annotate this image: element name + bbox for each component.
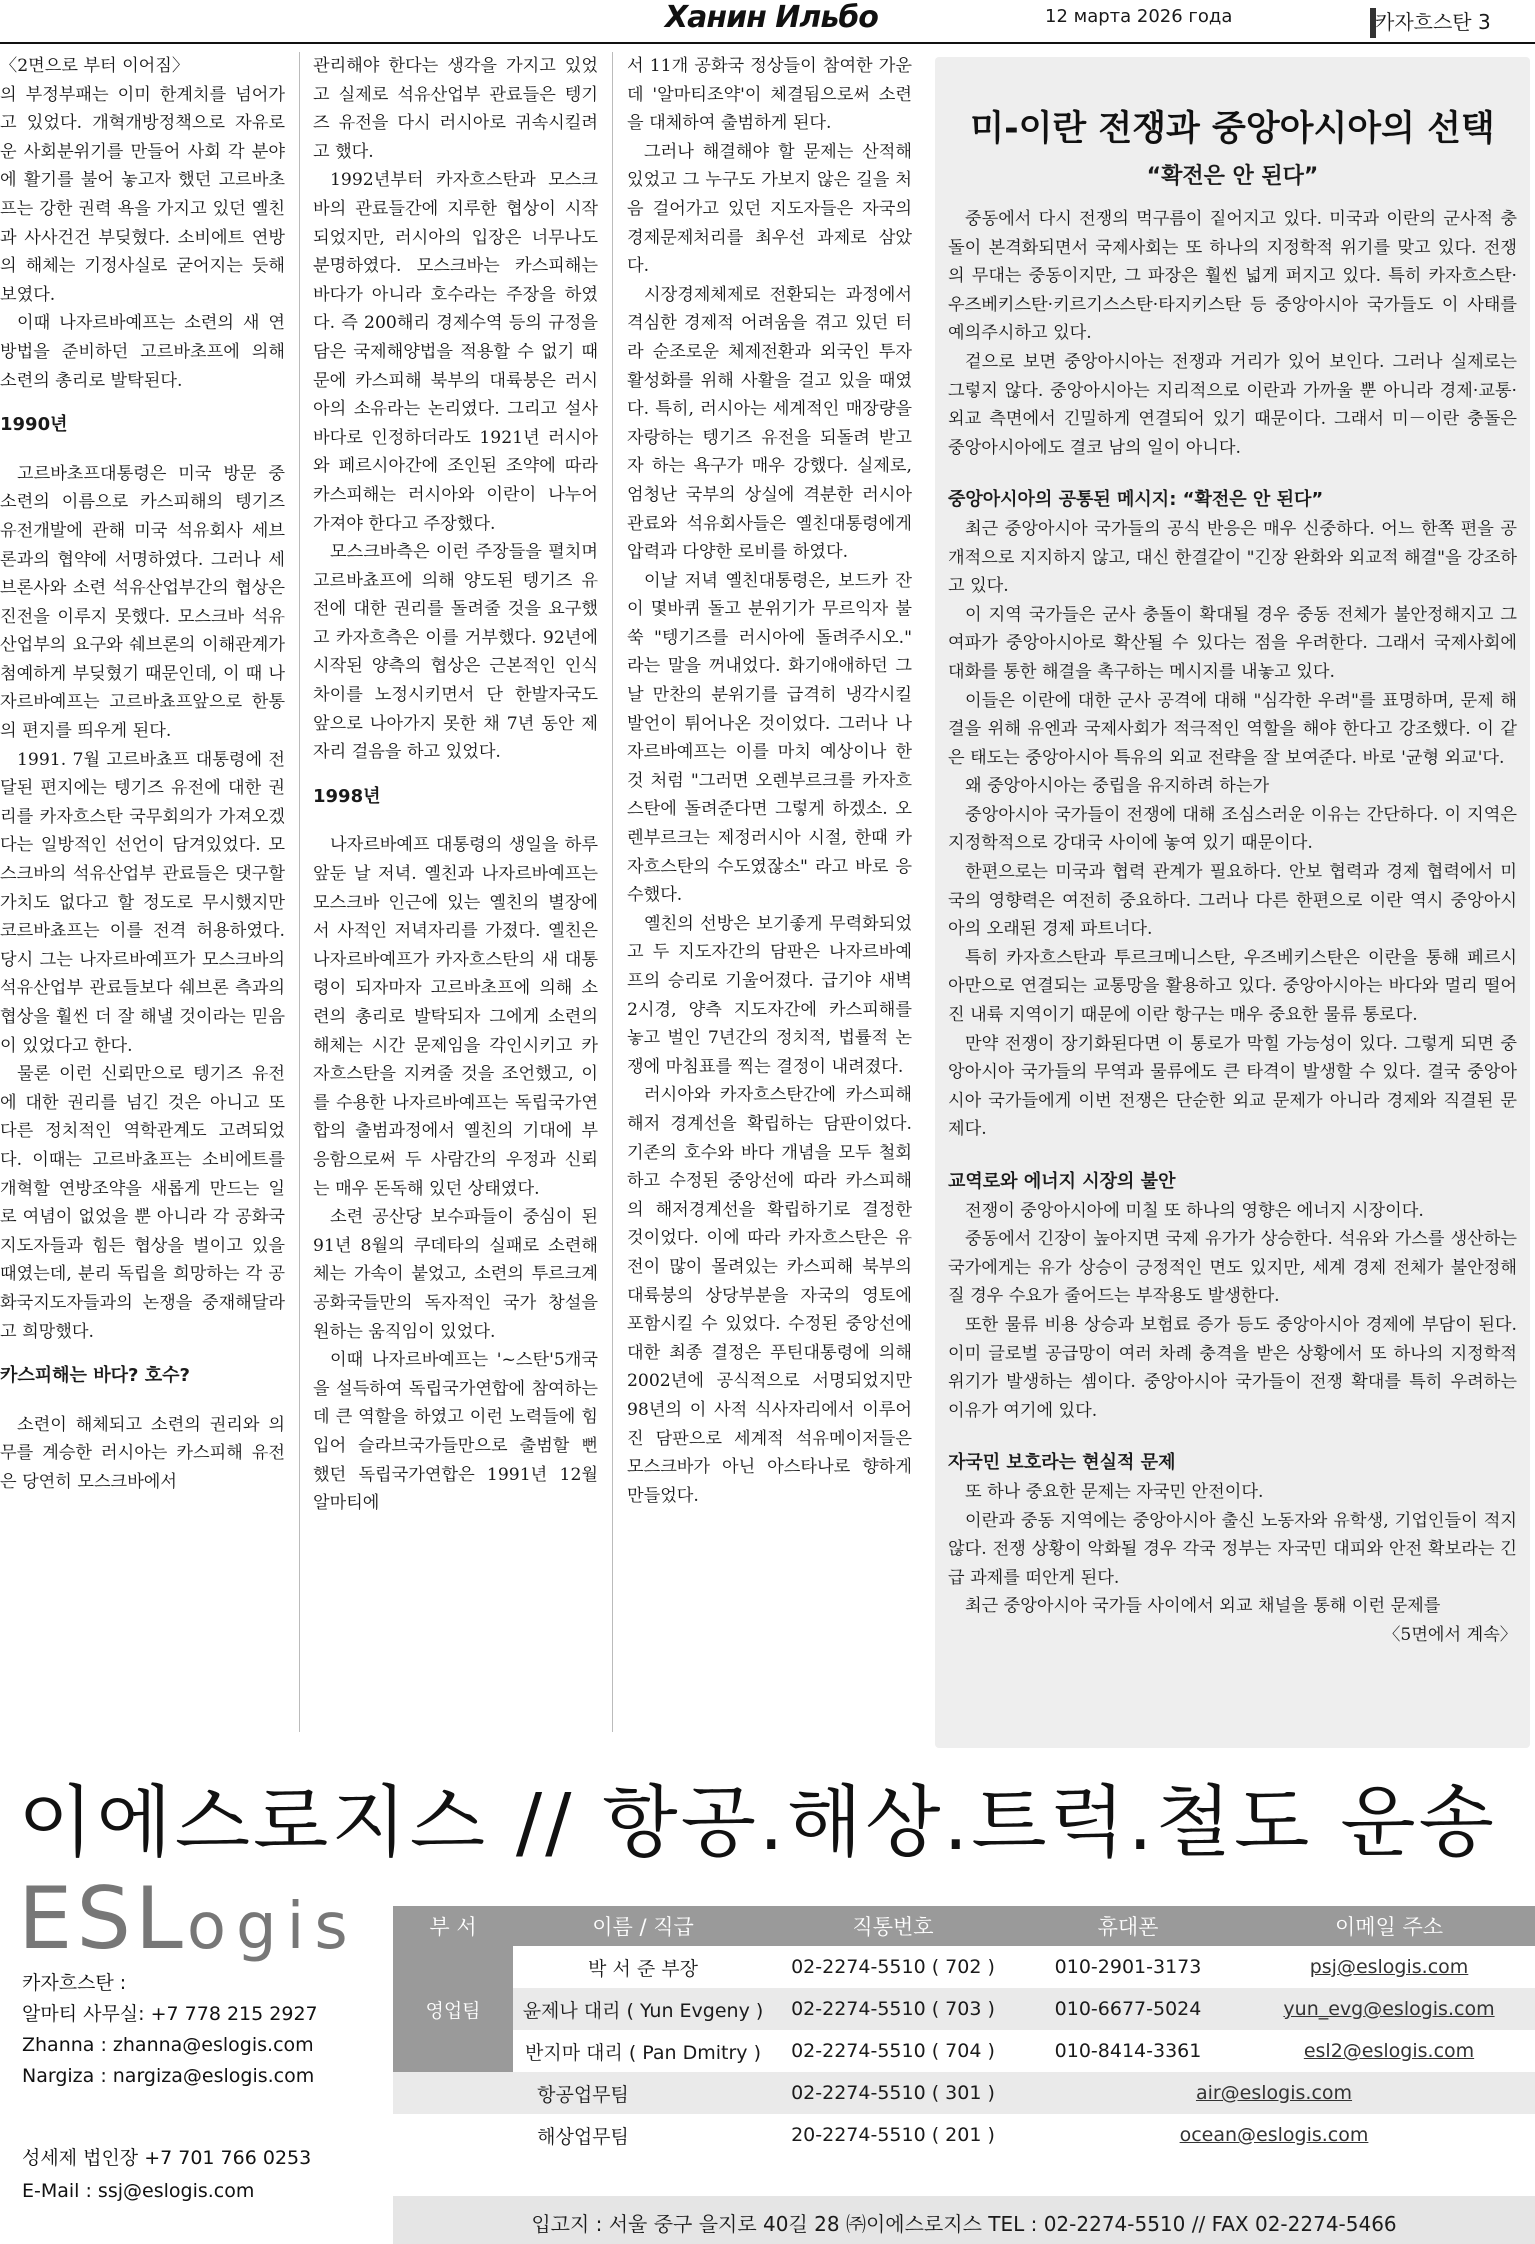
column-header: 부 서 bbox=[393, 1906, 513, 1946]
paragraph: 이날 저녁 옐친대통령은, 보드카 잔이 몇바퀴 돌고 분위기가 무르익자 불쑥 "텡기즈를 러시아에 돌려주시오." 라는 말을 꺼내었다. 화기애애하던 그날 만찬의 분위기를 급격히 냉각시킬 발언이 튀어나온 것이었다. 그러나 나자르바예프는 이를 마치 예상이나 한 것 처럼 "그러면 오렌부르크를 카자흐스탄에 돌려준다면 그렇게 하겠소. 오렌부르크는 제정러시아 시절, 한때 카자흐스탄의 수도였잖소" 라고 바로 응수했다. bbox=[627, 570, 912, 906]
staff-table bbox=[393, 1906, 1535, 2156]
ad-headline: 이에스로지스 // 항공.해상.트럭.철도 운송 bbox=[18, 1778, 1497, 1868]
table-row bbox=[393, 2030, 1535, 2072]
logo-text: ESL bbox=[18, 1869, 187, 1969]
paragraph: 이들은 이란에 대한 군사 공격에 대해 "심각한 우려"를 표명하며, 문제 해결을 위해 유엔과 국제사회가 적극적인 역할을 해야 한다고 강조했다. 이 같은 태도는 중앙아시아 특유의 외교 전략을 잘 보여준다. 바로 '균형 외교'다. bbox=[948, 690, 1517, 768]
team-phone: 20-2274-5510 ( 201 ) bbox=[791, 2124, 995, 2146]
continued-from-note: 〈2면으로 부터 이어짐〉 bbox=[0, 56, 190, 76]
section-heading-1998: 1998년 bbox=[313, 785, 381, 807]
paragraph: 최근 중앙아시아 국가들 사이에서 외교 채널을 통해 이런 문제를 bbox=[965, 1596, 1441, 1617]
featured-article-subtitle: “확전은 안 된다” bbox=[1146, 164, 1319, 189]
contact-country: 카자흐스탄 : bbox=[22, 1972, 127, 1994]
paragraph: 소련이 해체되고 소련의 권리와 의무를 계승한 러시아는 카스피해 유전은 당연히 모스크바에서 bbox=[0, 1414, 285, 1492]
paragraph: 왜 중앙아시아는 중립을 유지하려 하는가 bbox=[965, 776, 1270, 797]
featured-article-title: 미-이란 전쟁과 중앙아시아의 선택 bbox=[970, 109, 1495, 149]
contact-director-phone: 성세제 법인장 +7 701 766 0253 bbox=[22, 2147, 312, 2169]
article-column-2 bbox=[313, 52, 598, 1518]
staff-phone: 02-2274-5510 ( 704 ) bbox=[791, 2040, 995, 2062]
staff-phone: 02-2274-5510 ( 702 ) bbox=[791, 1956, 995, 1978]
paragraph: 이때 나자르바예프는 '~스탄'5개국을 설득하여 독립국가연합에 참여하는데 큰 역할을 하였고 이런 노력들에 힘입어 슬라브국가들만으로 출범할 뻔 했던 독립국가연합은 1991년 12월 알마티에 bbox=[313, 1350, 598, 1514]
paragraph: 옐친의 선방은 보기좋게 무력화되었고 두 지도자간의 담판은 나자르바예프의 승리로 기울어졌다. 급기야 새벽 2시경, 양측 지도자간에 카스피해를 놓고 벌인 7년간의 정치적, 법률적 논쟁에 마침표를 찍는 결정이 내려졌다. bbox=[627, 913, 912, 1077]
staff-email[interactable]: esl2@eslogis.com bbox=[1303, 2040, 1475, 2062]
continued-on-note: 〈5면에서 계속〉 bbox=[1383, 1624, 1517, 1645]
paragraph: 서 11개 공화국 정상들이 참여한 가운데 '알마티조약'이 체결됨으로써 소련을 대체하여 출범하게 된다. bbox=[627, 56, 912, 134]
issue-date: 12 марта 2026 года bbox=[1045, 6, 1233, 27]
contact-email-zhanna[interactable]: Zhanna : zhanna@eslogis.com bbox=[22, 2034, 314, 2056]
paragraph: 최근 중앙아시아 국가들의 공식 반응은 매우 신중하다. 어느 한쪽 편을 공개적으로 지지하지 않고, 대신 한결같이 "긴장 완화와 외교적 해결"을 강조하고 있다. bbox=[948, 518, 1517, 597]
table-row bbox=[393, 2114, 1535, 2156]
paragraph: 모스크바측은 이런 주장들을 펼치며 고르바쵸프에 의해 양도된 텡기즈 유전에 대한 권리를 돌려줄 것을 요구했고 카자흐측은 이를 거부했다. 92년에 시작된 양측의 협상은 근본적인 인식 차이를 노정시키면서 단 한발자국도 앞으로 나아가지 못한 채 7년 동안 제자리 걸음을 하고 있었다. bbox=[313, 542, 598, 763]
staff-name: 반지마 대리 ( Pan Dmitry ) bbox=[524, 2041, 761, 2064]
paragraph: 중동에서 다시 전쟁의 먹구름이 짙어지고 있다. 미국과 이란의 군사적 충돌이 본격화되면서 국제사회는 또 하나의 지정학적 위기를 맞고 있다. 전쟁의 무대는 중동이지만, 그 파장은 훨씬 넓게 퍼지고 있다. 특히 카자흐스탄·우즈베키스탄·키르기스스탄·타지키스탄 등 중앙아시아 국가들도 이 사태를 예의주시하고 있다. bbox=[948, 209, 1517, 344]
staff-mobile: 010-2901-3173 bbox=[1054, 1956, 1202, 1978]
subheading: 자국민 보호라는 현실적 문제 bbox=[948, 1452, 1176, 1474]
column-divider bbox=[612, 52, 613, 1732]
staff-mobile: 010-6677-5024 bbox=[1054, 1998, 1202, 2020]
paragraph: 겉으로 보면 중앙아시아는 전쟁과 거리가 있어 보인다. 그러나 실제로는 그렇지 않다. 중앙아시아는 지리적으로 이란과 가까울 뿐 아니라 경제·교통·외교 측면에서 긴밀하게 연결되어 있기 때문이다. 그래서 미－이란 충돌은 중앙아시아에도 결코 남의 일이 아니다. bbox=[948, 351, 1517, 458]
paragraph: 한편으로는 미국과 협력 관계가 필요하다. 안보 협력과 경제 협력에서 미국의 영향력은 여전히 중요하다. 그러나 다른 한편으로 이란 역시 중앙아시아의 오래된 경제 파트너다. bbox=[948, 862, 1517, 940]
paragraph: 만약 전쟁이 장기화된다면 이 통로가 막힐 가능성이 있다. 그렇게 되면 중앙아시아 국가들의 무역과 물류에도 큰 타격이 발생할 수 있다. 결국 중앙아시아 국가들에게 이번 전쟁은 단순한 외교 문제가 아니라 경제와 직결된 문제다. bbox=[948, 1033, 1517, 1140]
paragraph: 나자르바예프 대통령의 생일을 하루 앞둔 날 저녁. 옐친과 나자르바예프는 모스크바 인근에 있는 옐친의 별장에서 사적인 저녁자리를 가졌다. 옐친은 나자르바예프가 카자흐스탄의 새 대통령이 되자마자 고르바초프에 의해 소련의 총리로 발탁되자 그에게 소련의 해체는 시간 문제임을 각인시키고 카자흐스탄을 지켜줄 것을 조언했고, 이를 수용한 나자르바예프는 독립국가연합의 출범과정에서 옐친의 기대에 부응함으로써 두 사람간의 우정과 신뢰는 매우 돈독해 있던 상태였다. bbox=[313, 835, 598, 1199]
paragraph: 1992년부터 카자흐스탄과 모스크바의 관료들간에 지루한 협상이 시작되었지만, 러시아의 입장은 너무나도 분명하였다. 모스크바는 카스피해는 바다가 아니라 호수라는 주장을 하였다. 즉 200해리 경제수역 등의 규정을 담은 국제해양법을 적용할 수 없기 때문에 카스피해 북부의 대륙붕은 러시아의 소유라는 논리였다. 그리고 설사 바다로 인정하더라도 1921년 러시아와 페르시아간에 조인된 조약에 따라 카스피해는 러시아와 이란이 나누어 가져야 한다고 주장했다. bbox=[313, 170, 598, 534]
paragraph: 소련 공산당 보수파들이 중심이 된 91년 8월의 쿠데타의 실패로 소련해체는 가속이 붙었고, 소련의 투르크계 공화국들만의 독자적인 국가 창설을 원하는 움직임이 있었다. bbox=[313, 1207, 598, 1342]
paragraph: 또 하나 중요한 문제는 자국민 안전이다. bbox=[965, 1481, 1264, 1502]
featured-article-box bbox=[935, 57, 1530, 1748]
staff-email[interactable]: psj@eslogis.com bbox=[1309, 1956, 1469, 1978]
paragraph: 또한 물류 비용 상승과 보험료 증가 등도 중앙아시아 경제에 부담이 된다. 이미 글로벌 공급망이 여러 차례 충격을 받은 상황에서 또 하나의 지정학적 위기가 발생하는 셈이다. 중앙아시아 국가들이 전쟁 확대를 특히 우려하는 이유가 여기에 있다. bbox=[948, 1314, 1517, 1421]
paragraph: 의 부정부패는 이미 한계치를 넘어가고 있었다. 개혁개방정책으로 자유로운 사회분위기를 만들어 사회 각 분야에 활기를 불어 놓고자 했던 고르바초프는 강한 권력 욕을 가지고 있던 옐친과 사사건건 부딪혔다. 소비에트 연방의 해체는 기정사실로 굳어지는 듯해 보였다. bbox=[0, 84, 285, 305]
column-header: 직통번호 bbox=[773, 1906, 1013, 1946]
section-page-label: 카자흐스탄 3 bbox=[1375, 10, 1491, 34]
contact-director-email[interactable]: E-Mail : ssj@eslogis.com bbox=[22, 2180, 255, 2202]
staff-table-header bbox=[393, 1906, 1535, 1946]
paragraph: 고르바초프대통령은 미국 방문 중 소련의 이름으로 카스피해의 텡기즈 유전개발에 관해 미국 석유회사 세브론과의 협약에 서명하였다. 그러나 세브론사와 소련 석유산업부간의 협상은 진전을 이루지 못했다. 모스크바 석유산업부의 요구와 쉐브론의 이해관계가 첨예하게 부딪혔기 때문인데, 이 때 나자르바예프는 고르바쵸프앞으로 한통의 편지를 띄우게 된다. bbox=[0, 463, 285, 742]
contact-block-2 bbox=[22, 2142, 311, 2208]
team-phone: 02-2274-5510 ( 301 ) bbox=[791, 2082, 995, 2104]
table-row bbox=[393, 2072, 1535, 2114]
paragraph: 이 지역 국가들은 군사 충돌이 확대될 경우 중동 전체가 불안정해지고 그 여파가 중앙아시아로 확산될 수 있다는 점을 우려한다. 그래서 국제사회에 대화를 통한 해결을 촉구하는 메시지를 내놓고 있다. bbox=[948, 604, 1517, 682]
team-name: 항공업무팀 bbox=[537, 2083, 629, 2106]
paragraph: 그러나 해결해야 할 문제는 산적해 있었고 그 누구도 가보지 않은 길을 처음 걸어가고 있던 지도자들은 자국의 경제문제처리를 최우선 과제로 삼았다. bbox=[627, 141, 912, 277]
table-row bbox=[393, 1988, 1535, 2030]
subheading: 교역로와 에너지 시장의 불안 bbox=[948, 1171, 1176, 1192]
ad-footer bbox=[393, 2196, 1535, 2244]
advertisement bbox=[0, 1756, 1535, 2244]
header-divider bbox=[0, 42, 1535, 44]
staff-name: 윤제나 대리 ( Yun Evgeny ) bbox=[522, 1999, 764, 2022]
section-heading-caspian: 카스피해는 바다? 호수? bbox=[0, 1365, 190, 1387]
staff-mobile: 010-8414-3361 bbox=[1054, 2040, 1202, 2062]
paragraph: 시장경제체제로 전환되는 과정에서 격심한 경제적 어려움을 겪고 있던 터라 순조로운 체제전환과 외국인 투자활성화를 위해 사활을 걸고 있을 때였다. 특히, 러시아는 세계적인 매장량을 자랑하는 텡기즈 유전을 되돌려 받고자 하는 욕구가 매우 강했다. 실제로, 엄청난 국부의 상실에 격분한 러시아 관료와 석유회사들은 옐친대통령에게 압력과 다양한 로비를 하였다. bbox=[627, 284, 912, 563]
subheading: 중앙아시아의 공통된 메시지: “확전은 안 된다” bbox=[948, 489, 1324, 511]
column-divider bbox=[299, 52, 300, 1732]
paragraph: 이란과 중동 지역에는 중앙아시아 출신 노동자와 유학생, 기업인들이 적지 않다. 전쟁 상황이 악화될 경우 각국 정부는 자국민 대피와 안전 확보라는 긴급 과제를 떠안게 된다. bbox=[948, 1510, 1517, 1588]
staff-name: 박 서 준 부장 bbox=[588, 1957, 698, 1980]
team-name: 해상업무팀 bbox=[537, 2125, 629, 2148]
paragraph: 중앙아시아 국가들이 전쟁에 대해 조심스러운 이유는 간단하다. 이 지역은 지정학적으로 강대국 사이에 놓여 있기 때문이다. bbox=[948, 804, 1517, 854]
column-header: 휴대폰 bbox=[1013, 1906, 1243, 1946]
paragraph: 이때 나자르바예프는 소련의 새 연방법을 준비하던 고르바초프에 의해 소련의 총리로 발탁된다. bbox=[0, 313, 285, 391]
staff-phone: 02-2274-5510 ( 703 ) bbox=[791, 1998, 995, 2020]
paragraph: 물론 이런 신뢰만으로 텡기즈 유전에 대한 권리를 넘긴 것은 아니고 또 다른 정치적인 역학관계도 고려되었다. 이때는 고르바쵸프는 소비에트를 개혁할 연방조약을 새롭게 만드는 일로 여념이 없었을 뿐 아니라 각 공화국 지도자들과 힘든 협상을 벌이고 있을 때였는데, 분리 독립을 희망하는 각 공화국지도자들과의 논쟁을 중재해달라고 희망했다. bbox=[0, 1064, 285, 1342]
contact-block bbox=[22, 1968, 318, 2092]
team-email[interactable]: ocean@eslogis.com bbox=[1179, 2124, 1369, 2146]
paragraph: 관리해야 한다는 생각을 가지고 있었고 실제로 석유산업부 관료들은 텡기즈 유전을 다시 러시아로 귀속시킬려고 했다. bbox=[313, 56, 598, 162]
team-email[interactable]: air@eslogis.com bbox=[1195, 2082, 1353, 2104]
table-row bbox=[393, 1946, 1535, 1988]
page-header bbox=[0, 0, 1535, 40]
featured-article-body bbox=[948, 205, 1517, 1650]
department-cell: 영업팀 bbox=[393, 1946, 513, 2072]
contact-office-phone: 알마티 사무실: +7 778 215 2927 bbox=[22, 2003, 318, 2025]
newspaper-masthead: Ханин Ильбо bbox=[665, 0, 878, 35]
paragraph: 1991. 7월 고르바쵸프 대통령에 전달된 편지에는 텡기즈 유전에 대한 권리를 카자흐스탄 국무회의가 가져오겠다는 일방적인 선언이 담겨있었다. 모스크바의 석유산업부 관료들은 댓구할 가치도 없다고 할 정도로 무시했지만 코르바쵸프는 이를 전격 허용하였다. 당시 그는 나자르바예프가 모스크바의 석유산업부 관료들보다 쉐브론 측과의 협상을 훨씬 더 잘 해낼 것이라는 믿음이 있었다고 한다. bbox=[0, 749, 285, 1056]
section-heading-1990: 1990년 bbox=[0, 414, 68, 436]
article-column-3 bbox=[627, 52, 912, 1510]
staff-email[interactable]: yun_evg@eslogis.com bbox=[1283, 1998, 1495, 2020]
contact-email-nargiza[interactable]: Nargiza : nargiza@eslogis.com bbox=[22, 2065, 315, 2087]
eslogis-logo bbox=[18, 1869, 358, 1970]
column-header: 이름 / 직급 bbox=[513, 1906, 773, 1946]
paragraph: 전쟁이 중앙아시아에 미칠 또 하나의 영향은 에너지 시장이다. bbox=[965, 1200, 1424, 1221]
paragraph: 러시아와 카자흐스탄간에 카스피해 해저 경계선을 확립하는 담판이었다. 기존의 호수와 바다 개념을 모두 철회하고 수정된 중앙선에 따라 카스피해의 해저경계선을 확립하기로 결정한 것이었다. 이에 따라 카자흐스탄은 유전이 많이 몰려있는 카스피해 북부의 대륙붕의 상당부분을 자국의 영토에 포함시킬 수 있었다. 수정된 중앙선에 대한 최종 결정은 푸틴대통령에 의해 2002년에 공식적으로 서명되었지만 98년의 이 사적 식사자리에서 이루어진 담판으로 세계적 석유메이저들은 모스크바가 아닌 아스타나로 향하게 만들었다. bbox=[627, 1085, 912, 1506]
paragraph: 특히 카자흐스탄과 투르크메니스탄, 우즈베키스탄은 이란을 통해 페르시아만으로 연결되는 교통망을 활용하고 있다. 중앙아시아는 바다와 멀리 떨어진 내륙 지역이기 때문에 이란 항구는 매우 중요한 물류 통로다. bbox=[948, 947, 1517, 1026]
paragraph: 중동에서 긴장이 높아지면 국제 유가가 상승한다. 석유와 가스를 생산하는 국가에게는 유가 상승이 긍정적인 면도 있지만, 세계 경제 전체가 불안정해질 경우 수요가 줄어드는 부작용도 발생한다. bbox=[948, 1229, 1517, 1307]
column-header: 이메일 주소 bbox=[1243, 1906, 1535, 1946]
logo-text-small: ogis bbox=[186, 1890, 358, 1964]
article-column-1 bbox=[0, 52, 285, 1497]
company-address: 입고지 : 서울 중구 을지로 40길 28 ㈜이에스로지스 TEL : 02-2274-5510 // FAX 02-2274-5466 bbox=[531, 2212, 1397, 2236]
